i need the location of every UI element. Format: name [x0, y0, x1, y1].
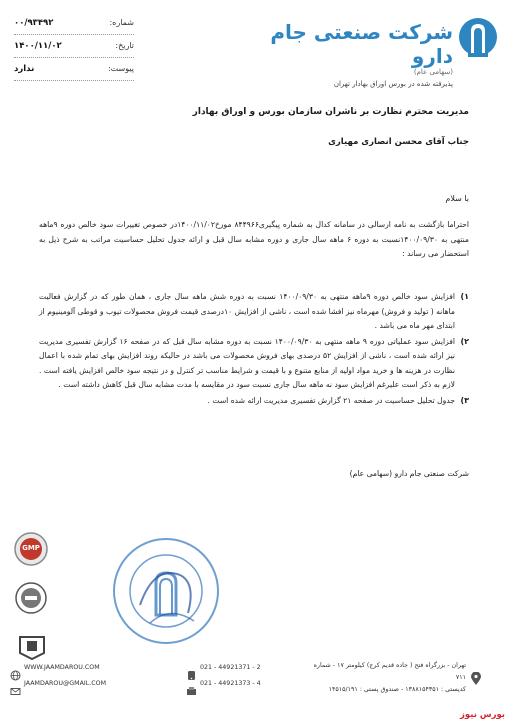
list-item	[39, 335, 469, 393]
globe-icon	[10, 670, 21, 681]
address-line-1: تهران - بزرگراه فتح ( جاده قدیم کرج) کیلومتر ۱۷ - شماره ۷۱۱	[313, 662, 466, 681]
footer	[10, 660, 504, 712]
iso-certification-icon	[15, 582, 47, 614]
footer-address	[306, 660, 466, 696]
number-label: شماره:	[109, 18, 134, 27]
attention-line: جناب آقای محسن انصاری مهیاری	[328, 137, 469, 147]
closing-type: (سهامی عام)	[349, 469, 393, 478]
attachment-label: پیوست:	[107, 64, 134, 73]
letter-meta	[14, 12, 134, 81]
date-label: تاریخ:	[115, 41, 134, 50]
item-text: جدول تحلیل حساسیت در صفحه ۲۱ گزارش تفسیری مدیریت ارائه شده است .	[207, 395, 455, 405]
date-value: ۱۴۰۰/۱۱/۰۲	[14, 41, 62, 51]
company-header	[253, 20, 453, 88]
company-logo-icon	[457, 15, 499, 73]
email-link[interactable]: JAAMDAROU@GMAIL.COM	[24, 680, 107, 687]
attachment-row	[14, 58, 134, 81]
list-item	[39, 394, 469, 409]
company-tagline: پذیرفته شده در بورس اوراق بهادار تهران	[333, 80, 453, 88]
list-item	[39, 290, 469, 334]
footer-contact-phone	[200, 660, 261, 692]
email-icon	[10, 686, 21, 697]
website-link[interactable]: WWW.JAAMDAROU.COM	[24, 664, 100, 671]
company-seal-stamp	[110, 535, 222, 647]
phone-icon	[186, 670, 197, 681]
closing-block	[39, 467, 469, 482]
greeting: با سلام	[445, 194, 469, 203]
number-row	[14, 12, 134, 35]
company-type: (سهامی عام)	[413, 68, 453, 76]
source-watermark: بورس نیوز	[460, 710, 505, 720]
fax-number: 021 - 44921373 - 4	[200, 680, 261, 687]
closing-company: شرکت صنعتی جام دارو	[394, 469, 469, 478]
attachment-value: ندارد	[14, 64, 35, 74]
item-number: ۱)	[460, 292, 469, 301]
item-text: افزایش سود خالص دوره ۹ماهه منتهی به ۱۴۰۰/۰۹/۳۰ نسبت به دوره شش ماهه سال جاری ، همان طور که در گزارش فعالیت ماهانه ( تولید و فروش) مهرماه نیز افشا شده است ، ناشی از افزایش ۱۰درصدی قیمت فروش محصولات تیوب و قوطی آلومینیوم از ابتدای مهر ماه می باشد .	[39, 292, 455, 330]
date-row	[14, 35, 134, 58]
intro-paragraph: احتراما بازگشت به نامه ارسالی در سامانه کدال به شماره پیگیری۸۴۴۹۶۶ مورخ۱۴۰۰/۱۱/۰۲در خصوص تغییرات سود خالص دوره ۹ماهه منتهی به ۱۴۰۰/۰۹/۳۰نسبت به دوره ۶ ماهه سال جاری و دوره مشابه سال قبل و ارائه جدول تحلیل حساسیت مراتب به شرح ذیل به استحضار می رساند :	[39, 220, 469, 258]
location-pin-icon	[470, 672, 482, 686]
item-number: ۲)	[460, 336, 469, 346]
fax-icon	[186, 686, 197, 697]
gmp-label: GMP	[22, 544, 40, 552]
items-list	[39, 290, 469, 409]
item-text: افزایش سود عملیاتی دوره ۹ ماهه منتهی به ۱۴۰۰/۰۹/۳۰ نسبت به دوره مشابه سال قبل که در صفحه ۱۶ گزارش تفسیری مدیریت نیز ارائه شده است ، ناشی از افزایش ۵۲ درصدی بهای فروش محصولات می باشد در حالیکه روند افزایش بهای تمام شده با اعمال نظارت در هزینه ها و خرید مواد اولیه از منابع متنوع و با قیمت و شرایط مناسب تر کنترل و در نتیجه سود خالص افزایش یافته است . لازم به ذکر است علیرغم افزایش سود نه ماهه سال جاری نسبت سود در مقایسه با مدت مشابه سال قبل کاهش داشته است .	[39, 336, 456, 389]
phone-number: 021 - 44921371 - 2	[200, 664, 261, 671]
company-name: شرکت صنعتی جام دارو	[270, 20, 453, 68]
national-standard-icon	[17, 633, 47, 661]
number-value: ۰۰/۹۳۴۹۲	[14, 18, 54, 28]
address-line-2: کدپستی : ۱۳۸۸۱۵۴۳۵۱ - صندوق پستی : ۱۴۵۱۵/۱۹۱	[328, 686, 466, 693]
footer-contact-web	[24, 660, 106, 692]
item-number: ۳)	[460, 395, 469, 405]
recipient-line: مدیریت محترم نظارت بر ناشران سازمان بورس و اوراق بهادار	[192, 107, 469, 117]
gmp-badge	[14, 532, 48, 566]
